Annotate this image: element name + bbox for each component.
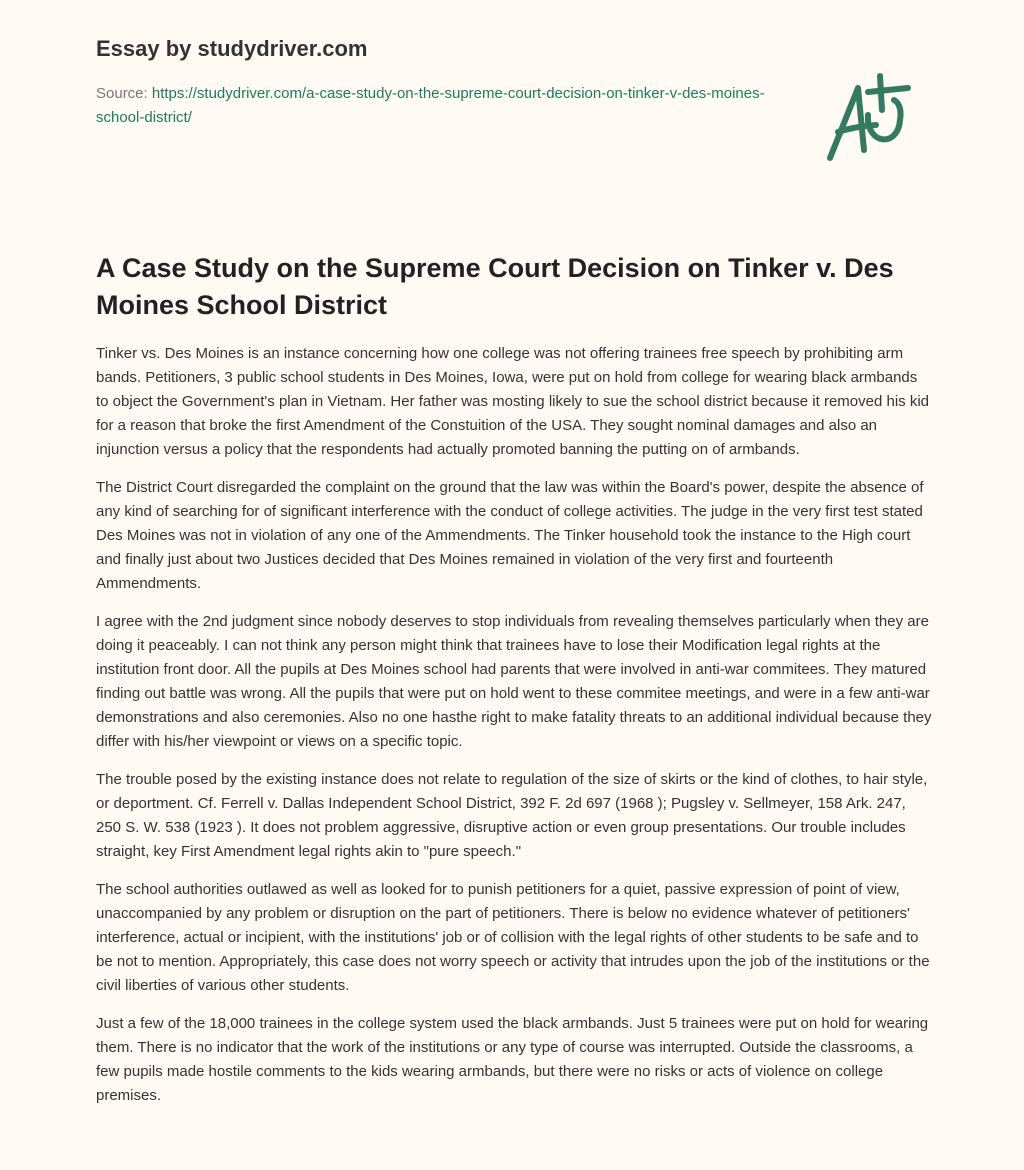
article <box>96 250 932 1122</box>
source-line <box>96 82 776 130</box>
paragraph: The school authorities outlawed as well as looked for to punish petitioners for a quiet, passive expression of point of view, unaccompanied by any problem or disruption on the part of petitioners. There is below no evidence whatever of petitioners' interference, actual or incipient, with the institutions' job or of collision with the legal rights of other students to be safe and to be not to mention. Appropriately, this case does not worry speech or activity that intrudes upon the job of the institutions or the civil liberties of various other students. <box>96 881 930 994</box>
paragraph: The trouble posed by the existing instance does not relate to regulation of the size of skirts or the kind of clothes, to hair style, or deportment. Cf. Ferrell v. Dallas Independent School District, 392 F. 2d 697 (1968 ); Pugsley v. Sellmeyer, 158 Ark. 247, 250 S. W. 538 (1923 ). It does not problem aggressive, disruptive action or even group presentations. Our trouble includes straight, key First Amendment legal rights akin to "pure speech." <box>96 771 928 860</box>
paragraph: I agree with the 2nd judgment since nobody deserves to stop individuals from revealing themselves particularly when they are doing it peaceably. I can not think any person might think that trainees have to lose their Modification legal rights at the institution front door. All the pupils at Des Moines school had parents that were involved in anti-war commitees. They matured finding out battle was wrong. All the pupils that were put on hold went to these commitee meetings, and were in a few anti-war demonstrations and also ceremonies. Also no one hasthe right to make fatality threats to an additional individual because they differ with his/her viewpoint or views on a specific topic. <box>96 613 932 750</box>
paragraph: Tinker vs. Des Moines is an instance concerning how one college was not offering trainees free speech by prohibiting arm bands. Petitioners, 3 public school students in Des Moines, Iowa, were put on hold from college for wearing black armbands to object the Government's plan in Vietnam. Her father was mosting likely to sue the school district because it removed his kid for a reason that broke the first Amendment of the Constuition of the USA. They sought nominal damages and also an injunction versus a policy that the respondents had actually promoted banning the putting on of armbands. <box>96 345 929 458</box>
header <box>96 36 776 130</box>
a-plus-logo-icon <box>820 70 930 170</box>
source-label: Source: <box>96 85 148 102</box>
article-title: A Case Study on the Supreme Court Decision on Tinker v. Des Moines School District <box>96 253 894 320</box>
source-link[interactable]: https://studydriver.com/a-case-study-on-the-supreme-court-decision-on-tinker-v-des-moines-school-district/ <box>96 85 765 126</box>
site-title: Essay by studydriver.com <box>96 36 368 61</box>
paragraph: The District Court disregarded the complaint on the ground that the law was within the Board's power, despite the absence of any kind of searching for of significant interference with the conduct of college activities. The judge in the very first test stated Des Moines was not in violation of any one of the Ammendments. The Tinker household took the instance to the High court and finally just about two Justices decided that Des Moines remained in violation of the very first and fourteenth Ammendments. <box>96 479 924 592</box>
paragraph: Just a few of the 18,000 trainees in the college system used the black armbands. Just 5 trainees were put on hold for wearing them. There is no indicator that the work of the institutions or any type of course was interrupted. Outside the classrooms, a few pupils made hostile comments to the kids wearing armbands, but there were no risks or acts of violence on college premises. <box>96 1015 929 1104</box>
